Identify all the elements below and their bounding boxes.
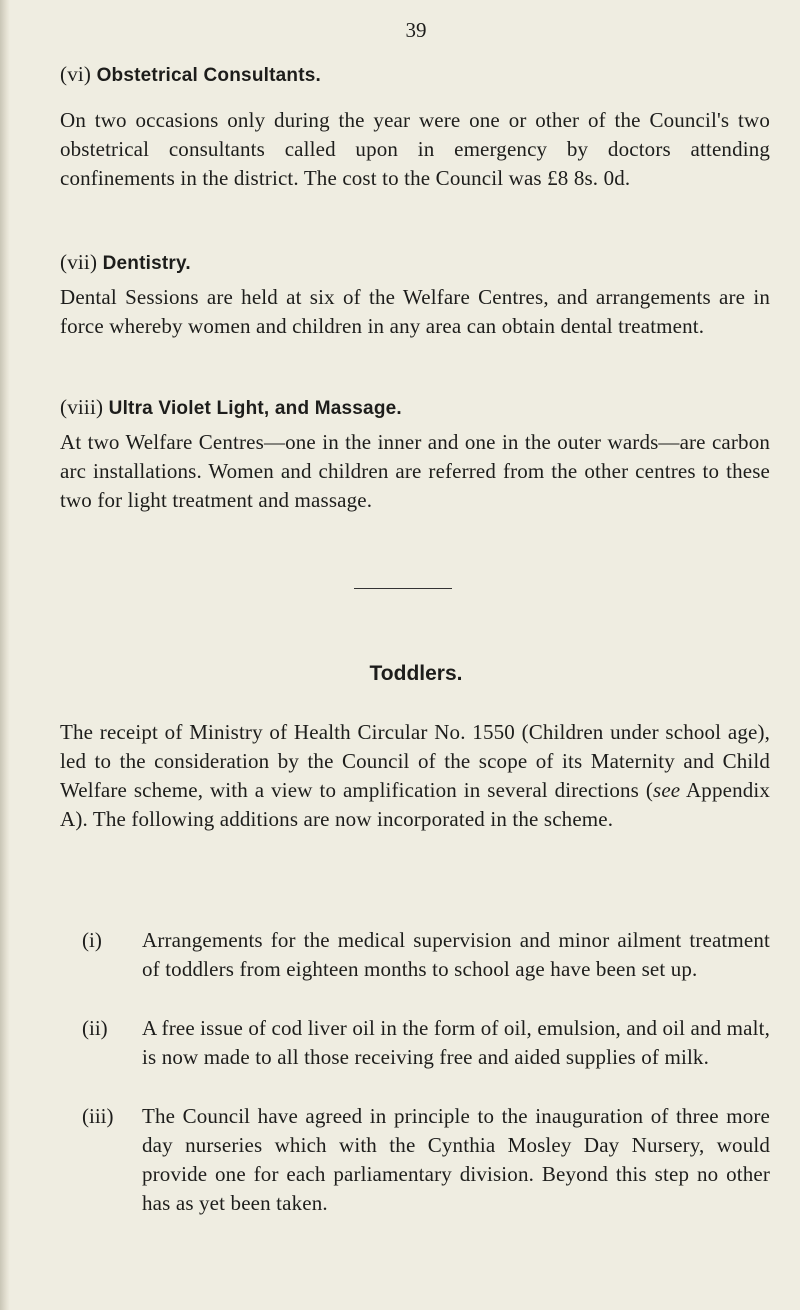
intro-text-before: The receipt of Ministry of Health Circular No. 1550 (Children under school age), led to the consideration by the Council of the scope of its Maternity and Child Welfare scheme, with a view to amplification in several directions ( [60, 720, 770, 802]
section-heading-ultra-violet [60, 395, 402, 420]
page-number: 39 [405, 18, 427, 42]
toddlers-title: Toddlers. [369, 662, 463, 685]
section-body-obstetrical: On two occasions only during the year were one or other of the Council's two obstetrical consultants called upon in emergency by doctors attending confinements in the district. The cost to the Council was £8 8s. 0d. [60, 108, 770, 190]
list-item-text: Arrangements for the medical supervision and minor ailment treatment of toddlers from eighteen months to school age have been set up. [142, 928, 770, 981]
section-title: Dentistry. [102, 253, 191, 274]
list-item [82, 1102, 770, 1218]
section-heading-dentistry [60, 250, 191, 275]
page-edge-shadow [0, 0, 10, 1310]
section-body-ultra-violet: At two Welfare Centres—one in the inner and one in the outer wards—are carbon arc installations. Women and children are referred from the other centres to these two for light treatment and massage. [60, 430, 770, 512]
section-title: Ultra Violet Light, and Massage. [108, 398, 402, 419]
list-item [82, 1014, 770, 1072]
section-heading-obstetrical [60, 62, 321, 87]
list-item-label: (i) [82, 928, 102, 952]
list-item-label: (ii) [82, 1016, 108, 1040]
toddlers-intro [60, 718, 770, 834]
list-item-text: The Council have agreed in principle to the inauguration of three more day nurseries which with the Cynthia Mosley Day Nursery, would provide one for each parliamentary division. Beyond this step no other has as yet been taken. [142, 1104, 770, 1215]
section-number: (vii) [60, 250, 98, 274]
section-divider [354, 588, 452, 589]
section-title: Obstetrical Consultants. [96, 65, 321, 86]
list-item [82, 926, 770, 984]
section-number: (vi) [60, 62, 92, 86]
intro-see: see [653, 778, 681, 802]
list-item-text: A free issue of cod liver oil in the form of oil, emulsion, and oil and malt, is now made to all those receiving free and aided supplies of milk. [142, 1016, 771, 1069]
intro-text-after: Appendix A). The following additions are now incorporated in the scheme. [60, 778, 771, 831]
section-body-dentistry: Dental Sessions are held at six of the Welfare Centres, and arrangements are in force whereby women and children in any area can obtain dental treatment. [60, 285, 770, 338]
list-item-label: (iii) [82, 1104, 114, 1128]
section-number: (viii) [60, 395, 104, 419]
